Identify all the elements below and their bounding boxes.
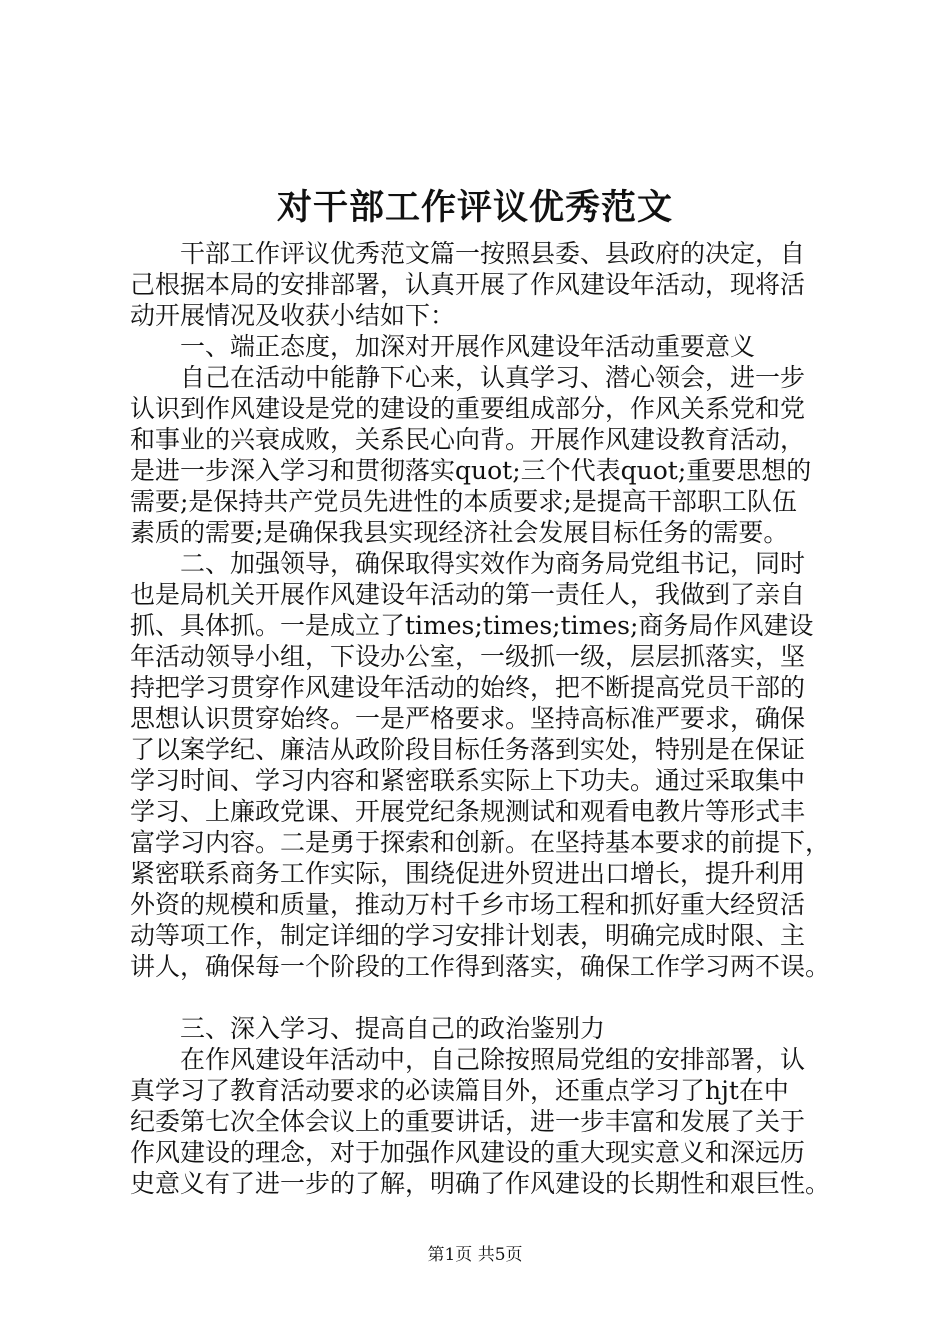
text-line: 抓、具体抓。一是成立了times;times;times;商务局作风建设 [130,611,814,640]
text-line: 一、端正态度，加深对开展作风建设年活动重要意义 [130,332,756,361]
text-line: 外资的规模和质量，推动万村千乡市场工程和抓好重大经贸活 [130,890,806,919]
text-line: 是进一步深入学习和贯彻落实quot;三个代表quot;重要思想的 [130,456,812,485]
text-line: 年活动领导小组，下设办公室，一级抓一级，层层抓落实，坚 [130,642,806,671]
text-line: 素质的需要;是确保我县实现经济社会发展目标任务的需要。 [130,518,789,547]
document-title: 对干部工作评议优秀范文 [276,187,673,228]
text-line: 思想认识贯穿始终。一是严格要求。坚持高标准严要求，确保 [130,704,806,733]
text-line: 作风建设的理念，对于加强作风建设的重大现实意义和深远历 [130,1138,806,1167]
text-line: 史意义有了进一步的了解，明确了作风建设的长期性和艰巨性。 [130,1169,831,1198]
text-line: 和事业的兴衰成败，关系民心向背。开展作风建设教育活动， [130,425,806,454]
text-line: 动等项工作，制定详细的学习安排计划表，明确完成时限、主 [130,921,806,950]
text-line: 也是局机关开展作风建设年活动的第一责任人，我做到了亲自 [130,580,806,609]
text-line: 认识到作风建设是党的建设的重要组成部分，作风关系党和党 [130,394,806,423]
text-line: 富学习内容。二是勇于探索和创新。在坚持基本要求的前提下， [130,828,831,857]
text-line: 学习、上廉政党课、开展党纪条规测试和观看电教片等形式丰 [130,797,806,826]
text-line: 了以案学纪、廉洁从政阶段目标任务落到实处，特别是在保证 [130,735,806,764]
text-line: 讲人，确保每一个阶段的工作得到落实，确保工作学习两不误。 [130,952,831,981]
text-line: 己根据本局的安排部署，认真开展了作风建设年活动，现将活 [130,270,806,299]
text-line: 紧密联系商务工作实际，围绕促进外贸进出口增长，提升利用 [130,859,806,888]
text-line: 真学习了教育活动要求的必读篇目外，还重点学习了hjt在中 [130,1076,789,1105]
text-line: 动开展情况及收获小结如下： [130,301,456,330]
page-footer: 第1页 共5页 [427,1245,523,1265]
text-line [130,982,830,1013]
text-line: 二、加强领导，确保取得实效作为商务局党组书记，同时 [130,549,806,578]
text-line: 在作风建设年活动中，自己除按照局党组的安排部署，认 [130,1045,806,1074]
text-line: 需要;是保持共产党员先进性的本质要求;是提高干部职工队伍 [130,487,797,516]
text-line: 三、深入学习、提高自己的政治鉴别力 [130,1014,606,1043]
text-line: 学习时间、学习内容和紧密联系实际上下功夫。通过采取集中 [130,766,806,795]
text-line: 干部工作评议优秀范文篇一按照县委、县政府的决定，自 [130,239,806,268]
document-body [130,238,830,1199]
text-line: 纪委第七次全体会议上的重要讲话，进一步丰富和发展了关于 [130,1107,806,1136]
text-line: 持把学习贯穿作风建设年活动的始终，把不断提高党员干部的 [130,673,806,702]
text-line: 自己在活动中能静下心来，认真学习、潜心领会，进一步 [130,363,806,392]
